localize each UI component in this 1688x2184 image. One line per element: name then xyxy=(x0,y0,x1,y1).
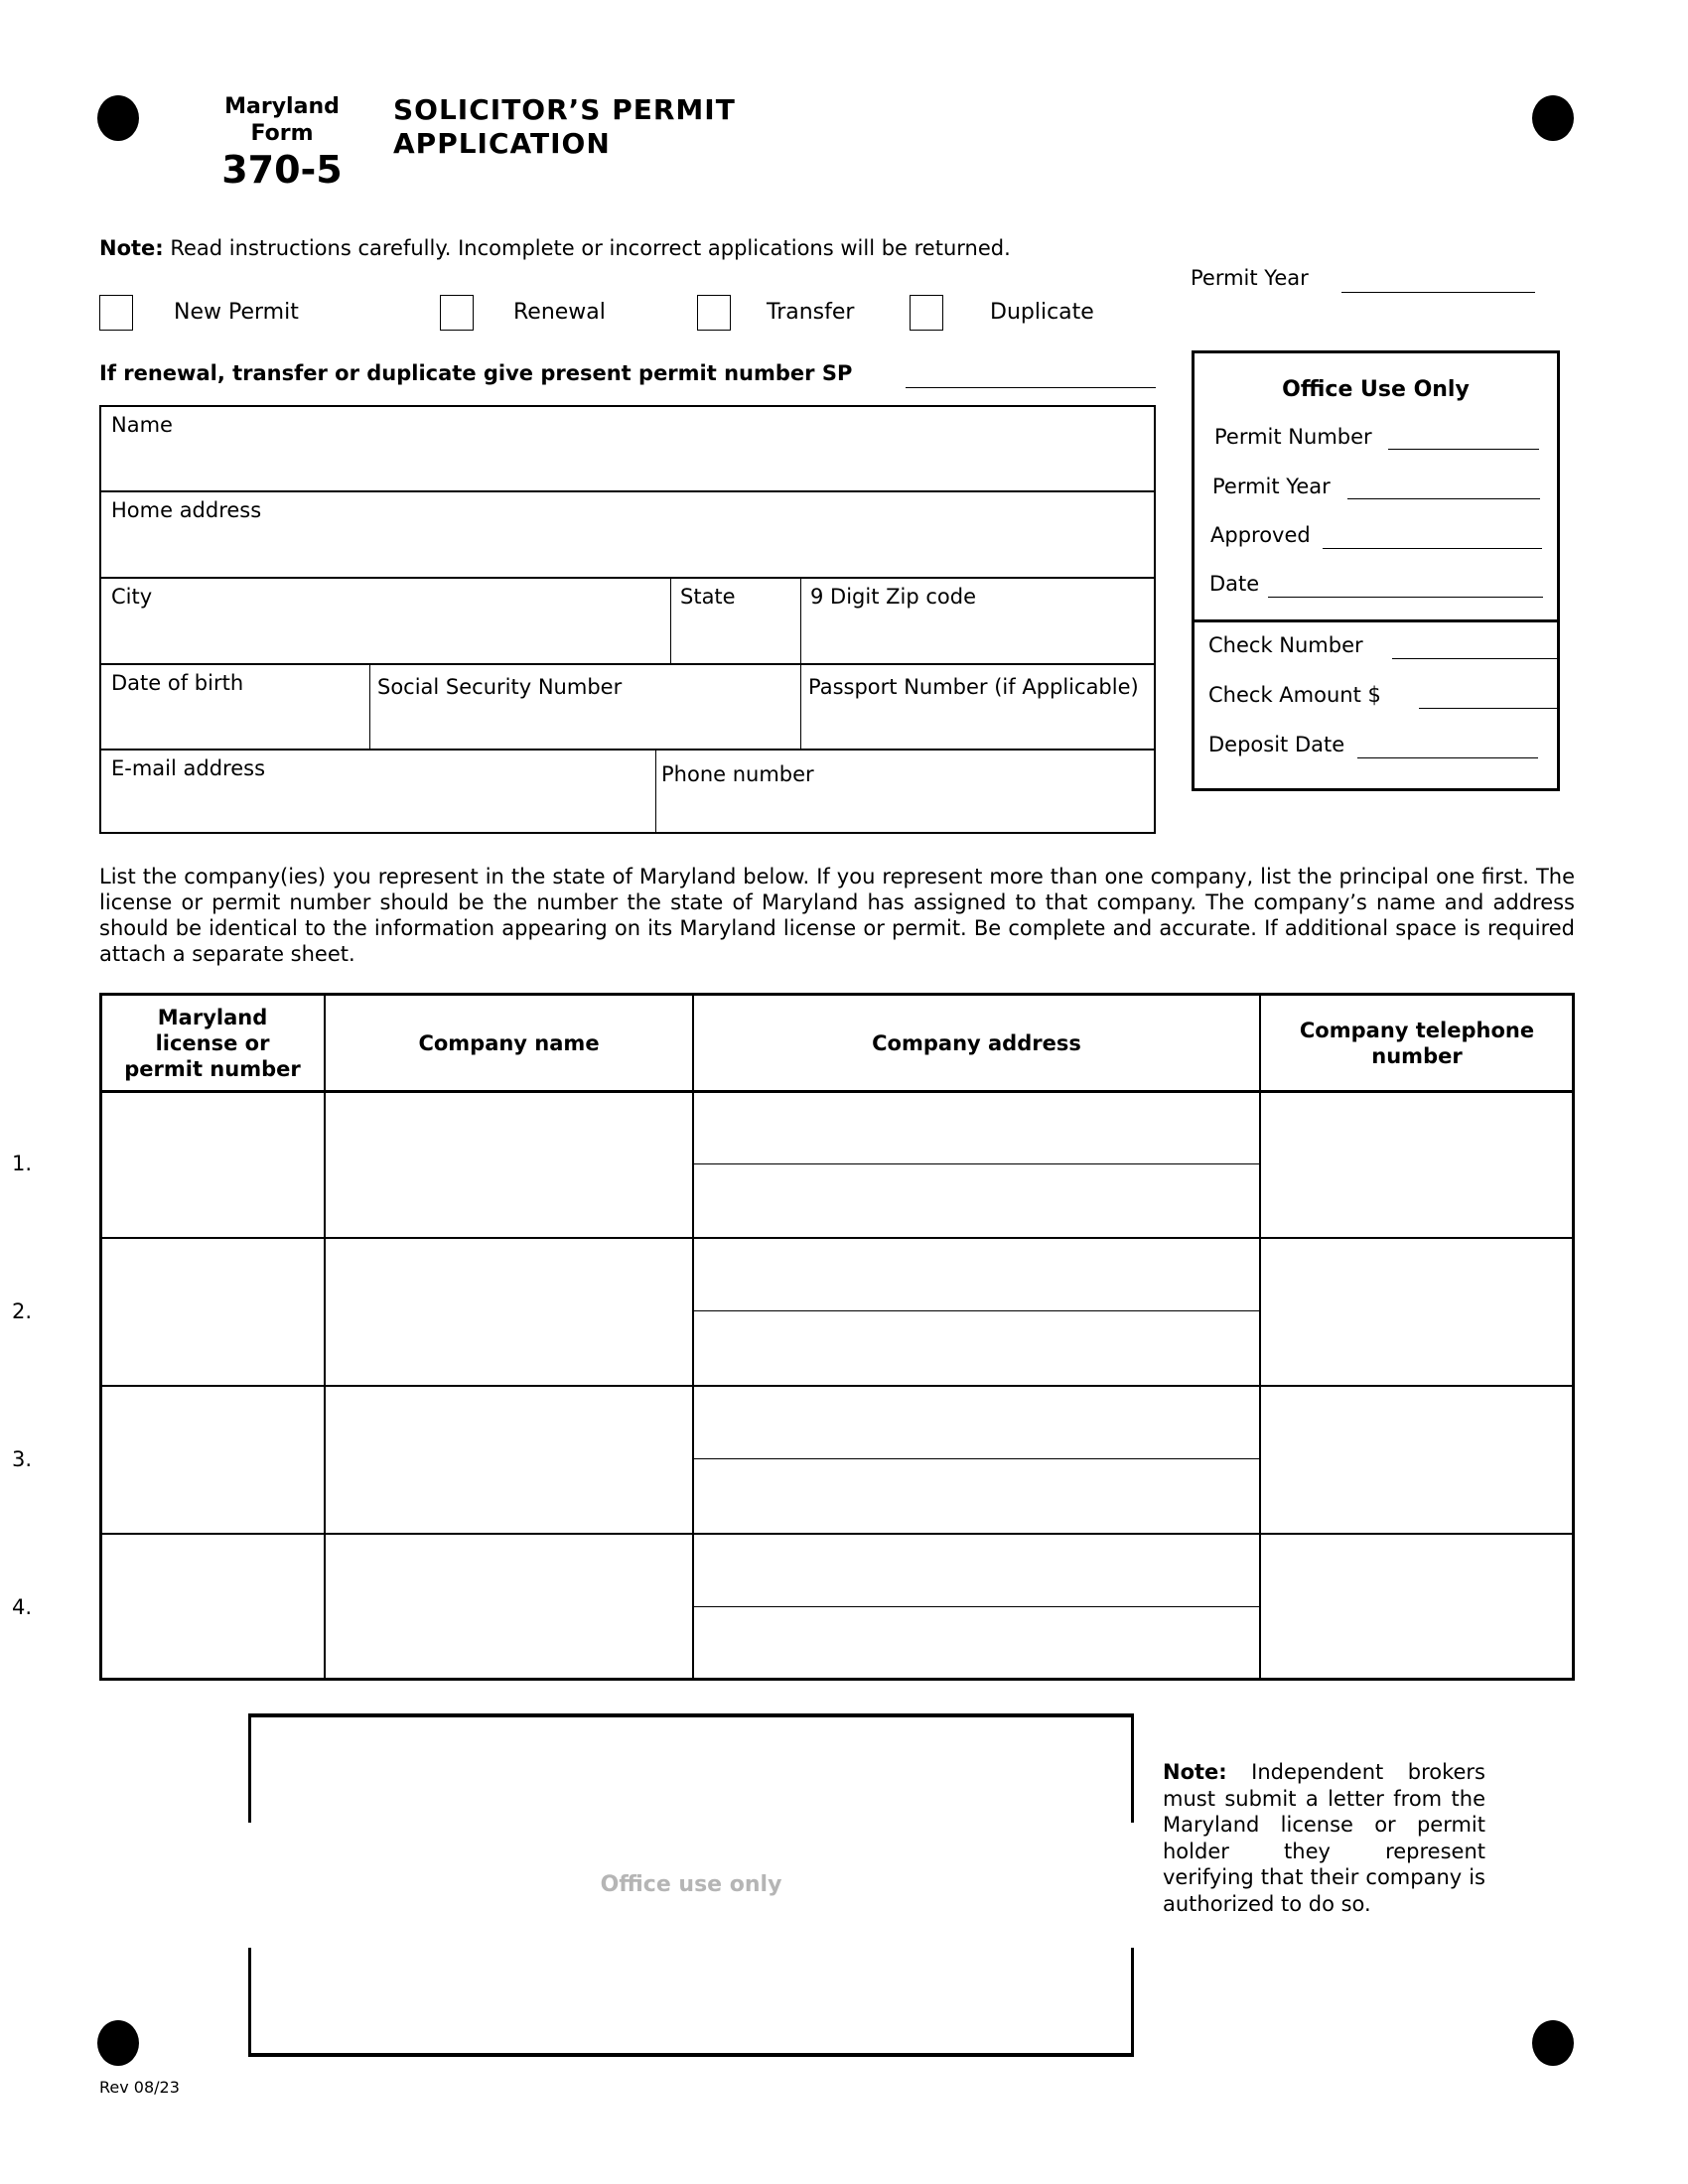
row1-company-name-field[interactable] xyxy=(325,1092,692,1237)
form-number: 370-5 xyxy=(221,148,343,192)
check-number-field[interactable] xyxy=(1392,640,1557,659)
label-new-permit: New Permit xyxy=(174,300,299,325)
row2-company-name-field[interactable] xyxy=(325,1239,692,1385)
check-amount-field[interactable] xyxy=(1419,690,1557,709)
registration-mark-top-left xyxy=(97,95,139,141)
passport-label: Passport Number (if Applicable) xyxy=(808,675,1139,699)
row2-license-field[interactable] xyxy=(102,1239,324,1385)
office-use-panel xyxy=(1192,350,1560,791)
note-label: Note: xyxy=(1163,1760,1227,1784)
checkbox-renewal[interactable] xyxy=(440,295,474,331)
dob-label: Date of birth xyxy=(111,671,244,695)
permit-year-field[interactable] xyxy=(1341,272,1535,293)
registration-mark-bottom-right xyxy=(1532,2020,1574,2066)
form-identifier xyxy=(211,93,352,193)
row1-address-line2-field[interactable] xyxy=(693,1164,1259,1237)
office-date-field[interactable] xyxy=(1268,579,1543,598)
permit-year-label: Permit Year xyxy=(1191,266,1309,290)
city-field[interactable] xyxy=(99,577,670,663)
office-date-label: Date xyxy=(1209,572,1260,596)
ssn-field[interactable] xyxy=(369,663,800,749)
deposit-date-field[interactable] xyxy=(1357,740,1538,758)
row4-address-line2-field[interactable] xyxy=(693,1607,1259,1678)
phone-label: Phone number xyxy=(661,762,814,786)
row3-address-line1-field[interactable] xyxy=(693,1387,1259,1458)
form-word: Form xyxy=(250,121,314,146)
note-label: Note: xyxy=(99,236,164,260)
row3-license-field[interactable] xyxy=(102,1387,324,1533)
label-renewal: Renewal xyxy=(513,300,606,325)
title-line-1: SOLICITOR’S PERMIT xyxy=(393,93,736,126)
header-company-address: Company address xyxy=(872,1030,1081,1055)
check-amount-label: Check Amount $ xyxy=(1208,683,1381,707)
state-field[interactable] xyxy=(670,577,800,663)
header-license-number: Maryland license or permit number xyxy=(124,1005,301,1081)
office-permit-number-field[interactable] xyxy=(1388,431,1539,450)
label-transfer: Transfer xyxy=(767,300,855,325)
zip-label: 9 Digit Zip code xyxy=(810,585,976,609)
email-label: E-mail address xyxy=(111,756,266,780)
passport-field[interactable] xyxy=(800,663,1156,749)
note-text: Independent brokers must submit a letter from the Maryland license or permit holder they represent verifying that their company is authorized to do so. xyxy=(1163,1760,1485,1916)
phone-field[interactable] xyxy=(655,749,1156,834)
home-address-label: Home address xyxy=(111,498,262,522)
row4-telephone-field[interactable] xyxy=(1260,1535,1572,1678)
city-label: City xyxy=(111,585,153,609)
registration-mark-bottom-left xyxy=(97,2020,139,2066)
company-instructions: List the company(ies) you represent in the state of Maryland below. If you represent more than one company, list the principal one first. The license or permit number should be the number the state of Maryland has assigned to that company. The company’s name and address should be identical to the information appearing on its Maryland license or permit. Be complete and accurate. If additional space is required attach a separate sheet. xyxy=(99,865,1575,966)
row1-license-field[interactable] xyxy=(102,1092,324,1237)
deposit-date-label: Deposit Date xyxy=(1208,733,1345,756)
row3-company-name-field[interactable] xyxy=(325,1387,692,1533)
present-permit-number-field[interactable] xyxy=(906,367,1156,388)
registration-mark-top-right xyxy=(1532,95,1574,141)
row2-telephone-field[interactable] xyxy=(1260,1239,1572,1385)
check-number-label: Check Number xyxy=(1208,633,1363,657)
name-field[interactable] xyxy=(99,405,1156,490)
checkbox-transfer[interactable] xyxy=(697,295,731,331)
state-label: State xyxy=(680,585,736,609)
header-company-name: Company name xyxy=(418,1030,600,1055)
present-permit-label: If renewal, transfer or duplicate give present permit number SP xyxy=(99,361,853,385)
note-text: Read instructions carefully. Incomplete or incorrect applications will be returned. xyxy=(163,236,1011,260)
label-duplicate: Duplicate xyxy=(990,300,1094,325)
office-permit-number-label: Permit Number xyxy=(1214,425,1372,449)
row4-license-field[interactable] xyxy=(102,1535,324,1678)
office-use-stamp-box xyxy=(248,1713,1134,2057)
name-label: Name xyxy=(111,413,173,437)
row-number: 3. xyxy=(12,1447,33,1471)
row2-address-line2-field[interactable] xyxy=(693,1311,1259,1385)
box-side-border xyxy=(1131,1713,1134,1823)
page-title xyxy=(393,93,736,161)
row1-address-line1-field[interactable] xyxy=(693,1092,1259,1163)
brokers-note xyxy=(1163,1759,1485,1917)
office-use-title: Office Use Only xyxy=(1282,377,1470,402)
row-number: 1. xyxy=(12,1152,33,1175)
email-field[interactable] xyxy=(99,749,655,834)
title-line-2: APPLICATION xyxy=(393,127,611,160)
form-state: Maryland xyxy=(224,94,340,119)
revision-date: Rev 08/23 xyxy=(99,2078,180,2097)
office-approved-field[interactable] xyxy=(1323,530,1542,549)
office-approved-label: Approved xyxy=(1210,523,1311,547)
checkbox-new-permit[interactable] xyxy=(99,295,133,331)
home-address-field[interactable] xyxy=(99,490,1156,577)
header-company-telephone: Company telephone number xyxy=(1299,1018,1535,1068)
box-side-border xyxy=(1131,1948,1134,2057)
ssn-label: Social Security Number xyxy=(377,675,623,699)
box-bottom-border xyxy=(248,2053,1134,2057)
row3-address-line2-field[interactable] xyxy=(693,1459,1259,1533)
row-number: 4. xyxy=(12,1595,33,1619)
checkbox-duplicate[interactable] xyxy=(910,295,943,331)
box-side-border xyxy=(248,1948,251,2057)
row2-address-line1-field[interactable] xyxy=(693,1239,1259,1310)
office-permit-year-field[interactable] xyxy=(1347,480,1540,499)
row4-address-line1-field[interactable] xyxy=(693,1535,1259,1606)
row1-telephone-field[interactable] xyxy=(1260,1092,1572,1237)
row4-company-name-field[interactable] xyxy=(325,1535,692,1678)
office-use-only-watermark: Office use only xyxy=(600,1872,782,1897)
box-side-border xyxy=(248,1713,251,1823)
zip-field[interactable] xyxy=(800,577,1156,663)
box-top-border xyxy=(248,1713,1134,1717)
office-use-divider xyxy=(1192,619,1560,622)
office-permit-year-label: Permit Year xyxy=(1212,475,1331,498)
row-number: 2. xyxy=(12,1299,33,1323)
dob-field[interactable] xyxy=(99,663,369,749)
instructions-note xyxy=(99,236,1011,260)
row3-telephone-field[interactable] xyxy=(1260,1387,1572,1533)
